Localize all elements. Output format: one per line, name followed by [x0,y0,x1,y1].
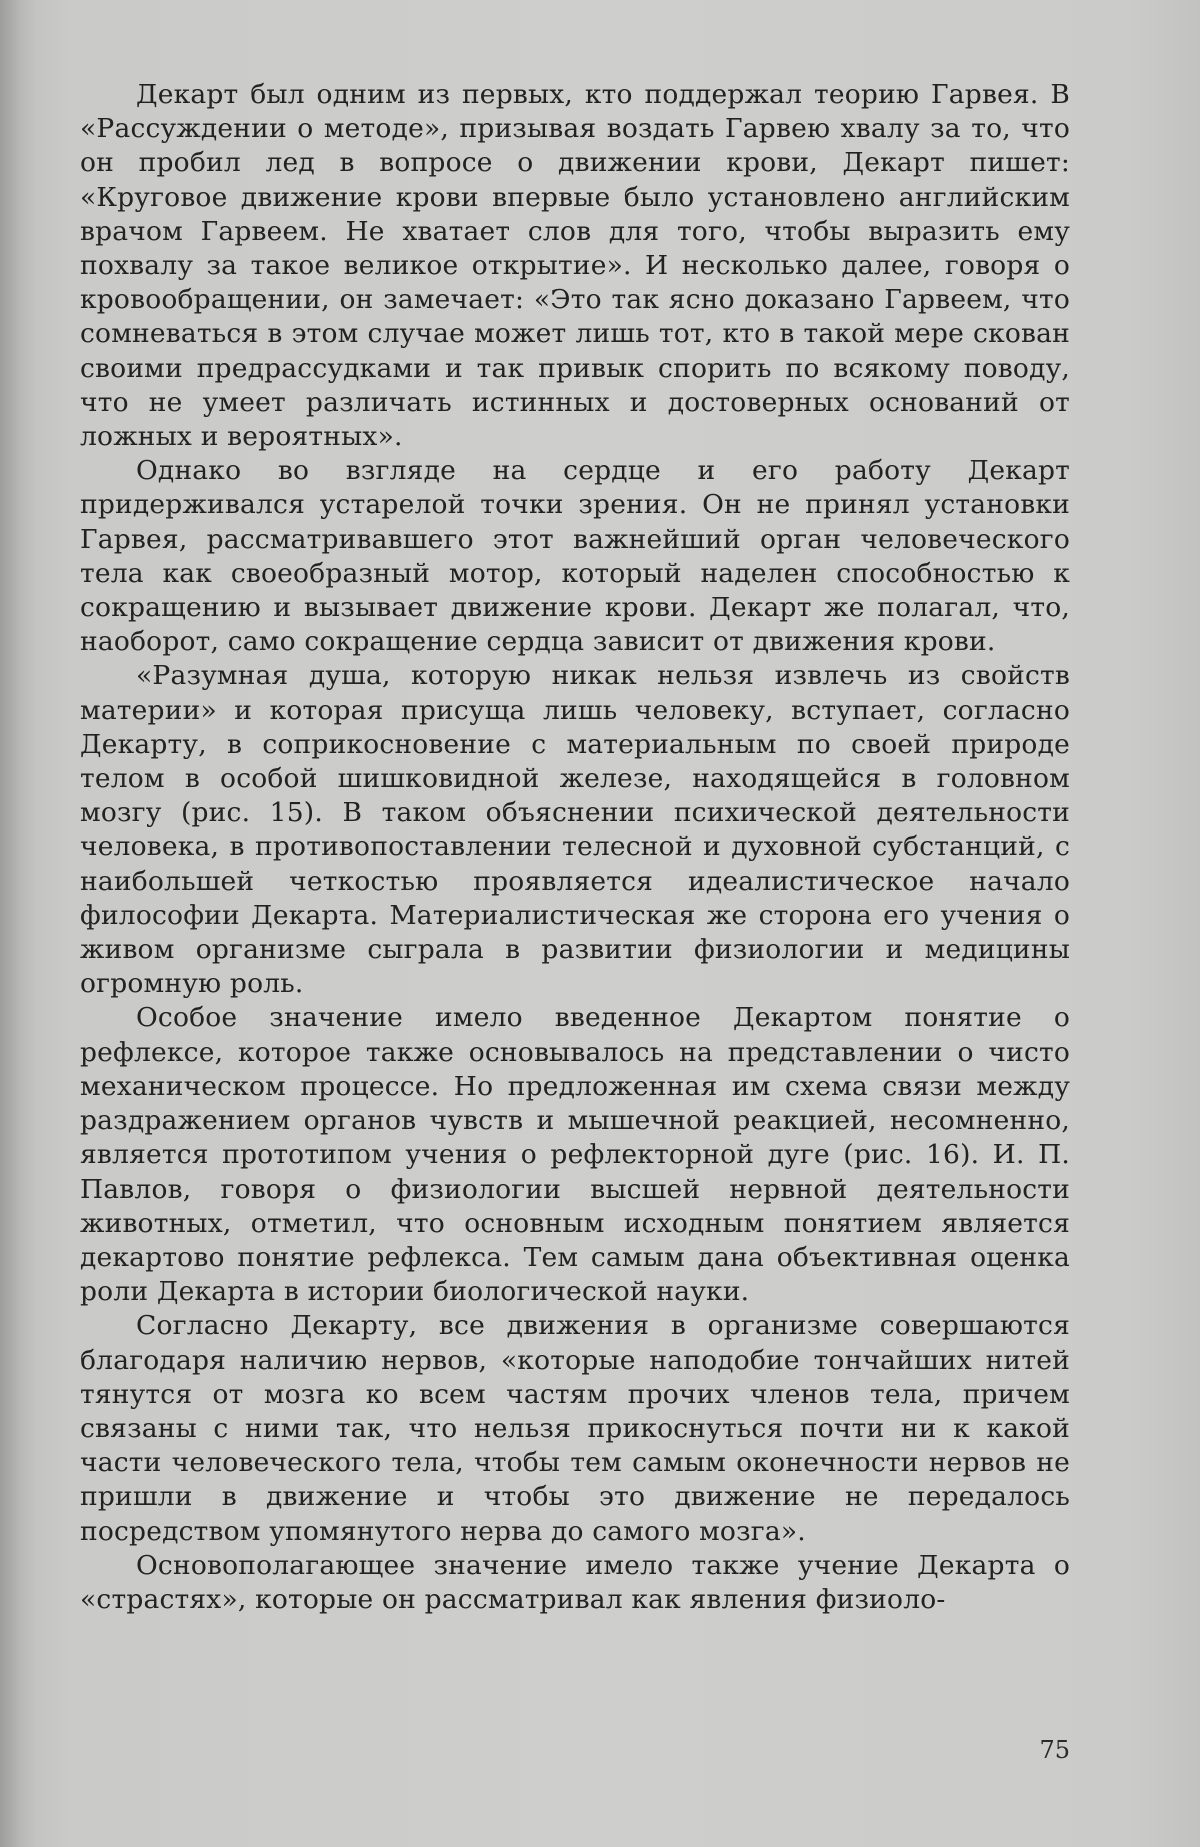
paragraph-1: Декарт был одним из первых, кто поддержал теорию Гарвея. В «Рассуждении о методе», призывая воздать Гарвею хвалу за то, что он пробил лед в вопросе о движении крови, Декарт пишет: «Круговое движение крови впервые было установлено английским врачом Гарвеем. Не хватает слов для того, чтобы выразить ему похвалу за такое великое открытие». И несколько далее, говоря о кровообращении, он замечает: «Это так ясно доказано Гарвеем, что сомневаться в этом случае может лишь тот, кто в такой мере скован своими предрассудками и так привык спорить по всякому поводу, что не умеет различать истинных и достоверных оснований от ложных и вероятных». [80,79,1070,453]
body-text [80,78,1070,1617]
paragraph-2: Однако во взгляде на сердце и его работу Декарт придерживался устарелой точки зрения. Он не принял установки Гарвея, рассматривавшего этот важнейший орган человеческого тела как своеобразный мотор, который наделен способностью к сокращению и вызывает движение крови. Декарт же полагал, что, наоборот, само сокращение сердца зависит от движения крови. [80,455,1070,658]
paragraph-4: Особое значение имело введенное Декартом понятие о рефлексе, которое также основывалось на представлении о чисто механическом процессе. Но предложенная им схема связи между раздражением органов чувств и мышечной реакцией, несомненно, является прототипом учения о рефлекторной дуге (рис. 16). И. П. Павлов, говоря о физиологии высшей нервной деятельности животных, отметил, что основным исходным понятием является декартово понятие рефлекса. Тем самым дана объективная оценка роли Декарта в истории биологической науки. [80,1002,1070,1308]
page-number: 75 [1039,1736,1070,1764]
paragraph-3: «Разумная душа, которую никак нельзя извлечь из свойств материи» и которая присуща лишь человеку, вступает, согласно Декарту, в соприкосновение с материальным по своей природе телом в особой шишковидной железе, находящейся в головном мозгу (рис. 15). В таком объяснении психической деятельности человека, в противопоставлении телесной и духовной субстанций, с наибольшей четкостью проявляется идеалистическое начало философии Декарта. Материалистическая же сторона его учения о живом организме сыграла в развитии физиологии и медицины огромную роль. [80,660,1070,1000]
paragraph-5: Согласно Декарту, все движения в организме совершаются благодаря наличию нервов, «которые наподобие тончайших нитей тянутся от мозга ко всем частям прочих членов тела, причем связаны с ними так, что нельзя прикоснуться почти ни к какой части человеческого тела, чтобы тем самым оконечности нервов не пришли в движение и чтобы это движение не передалось посредством упомянутого нерва до самого мозга». [80,1310,1070,1547]
paragraph-6: Основополагающее значение имело также учение Декарта о «страстях», которые он рассматривал как явления физиоло- [80,1549,1070,1615]
binding-shadow [0,0,36,1847]
